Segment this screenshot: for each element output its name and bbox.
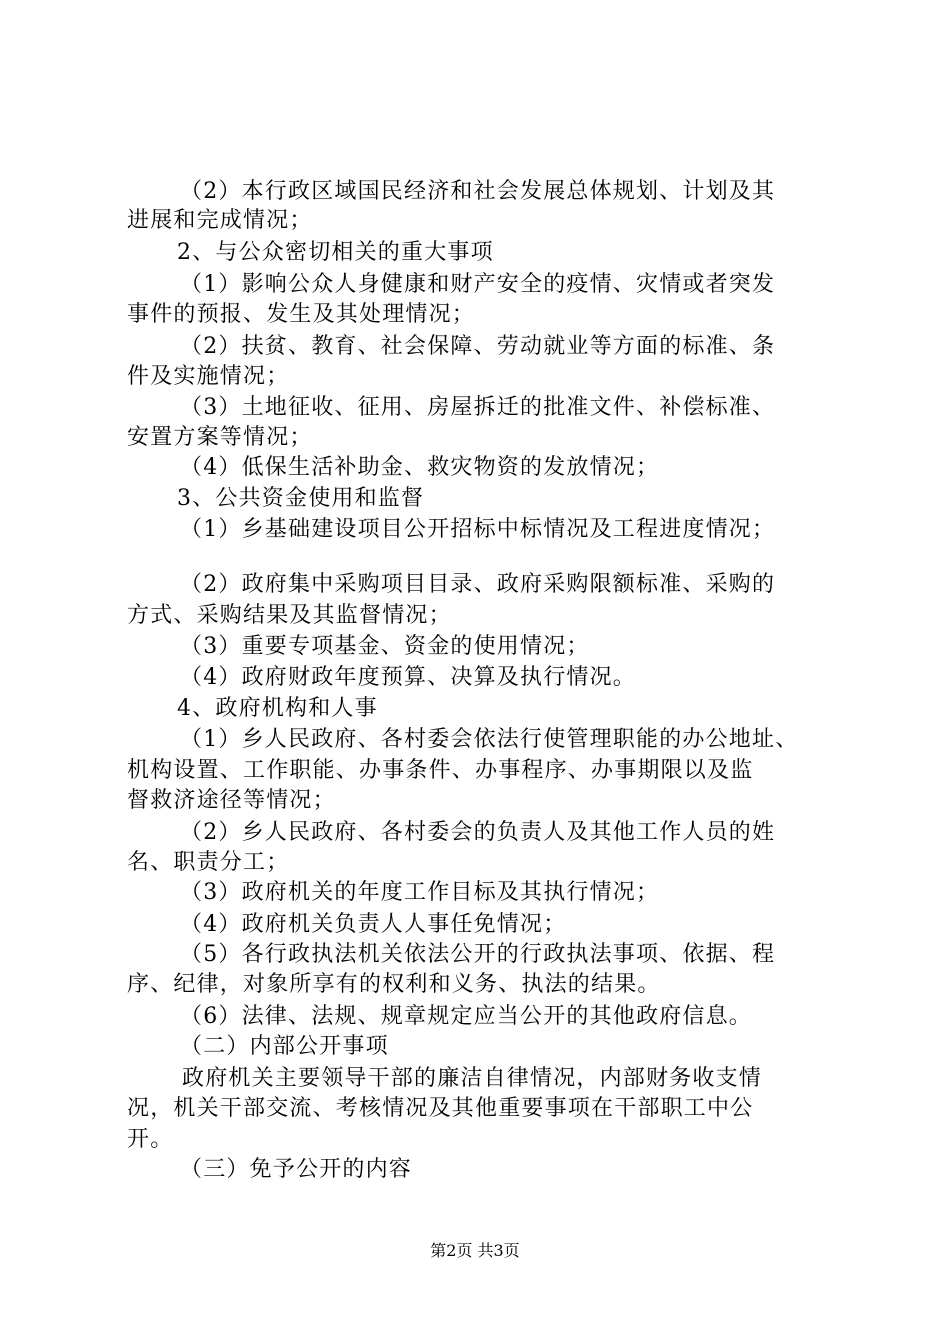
text-line: 开。	[127, 1127, 174, 1152]
text-line: 方式、采购结果及其监督情况；	[127, 603, 452, 628]
text-line: 机构设置、工作职能、办事条件、办事程序、办事期限以及监	[127, 758, 754, 783]
text-line: 3、公共资金使用和监督	[177, 486, 425, 511]
text-line: 进展和完成情况；	[127, 208, 313, 233]
text-line: （4）政府财政年度预算、决算及执行情况。	[180, 665, 636, 690]
text-line: （3）土地征收、征用、房屋拆迁的批准文件、补偿标准、	[180, 395, 776, 420]
text-line: （1）乡基础建设项目公开招标中标情况及工程进度情况；	[180, 517, 776, 542]
text-line: 政府机关主要领导干部的廉洁自律情况，内部财务收支情	[182, 1066, 763, 1091]
text-line: （5）各行政执法机关依法公开的行政执法事项、依据、程	[180, 942, 776, 967]
text-line: （4）低保生活补助金、救灾物资的发放情况；	[180, 455, 660, 480]
text-line: （1）乡人民政府、各村委会依法行使管理职能的办公地址、	[180, 727, 799, 752]
text-line: 督救济途径等情况；	[127, 788, 336, 813]
text-line: 安置方案等情况；	[127, 425, 313, 450]
text-line: 件及实施情况；	[127, 364, 290, 389]
text-line: （6）法律、法规、规章规定应当公开的其他政府信息。	[180, 1004, 752, 1029]
text-line: （2）乡人民政府、各村委会的负责人及其他工作人员的姓	[180, 820, 776, 845]
text-line: 事件的预报、发生及其处理情况；	[127, 302, 476, 327]
page-number-footer: 第2页 共3页	[430, 1241, 520, 1260]
text-line: （3）政府机关的年度工作目标及其执行情况；	[180, 880, 660, 905]
text-line: 名、职责分工；	[127, 850, 290, 875]
text-line: （3）重要专项基金、资金的使用情况；	[180, 634, 590, 659]
text-line: （4）政府机关负责人人事任免情况；	[180, 912, 567, 937]
text-line: 况，机关干部交流、考核情况及其他重要事项在干部职工中公	[127, 1096, 754, 1121]
text-line: （2）扶贫、教育、社会保障、劳动就业等方面的标准、条	[180, 334, 776, 359]
text-line: 2、与公众密切相关的重大事项	[177, 240, 494, 265]
text-line: （1）影响公众人身健康和财产安全的疫情、灾情或者突发	[180, 272, 776, 297]
text-line: （三）免予公开的内容	[180, 1157, 413, 1182]
text-line: （二）内部公开事项	[180, 1034, 389, 1059]
text-line: （2）政府集中采购项目目录、政府采购限额标准、采购的	[180, 572, 776, 597]
text-line: 4、政府机构和人事	[177, 696, 378, 721]
text-line: 序、纪律，对象所享有的权利和义务、执法的结果。	[127, 972, 661, 997]
text-line: （2）本行政区域国民经济和社会发展总体规划、计划及其	[180, 179, 776, 204]
